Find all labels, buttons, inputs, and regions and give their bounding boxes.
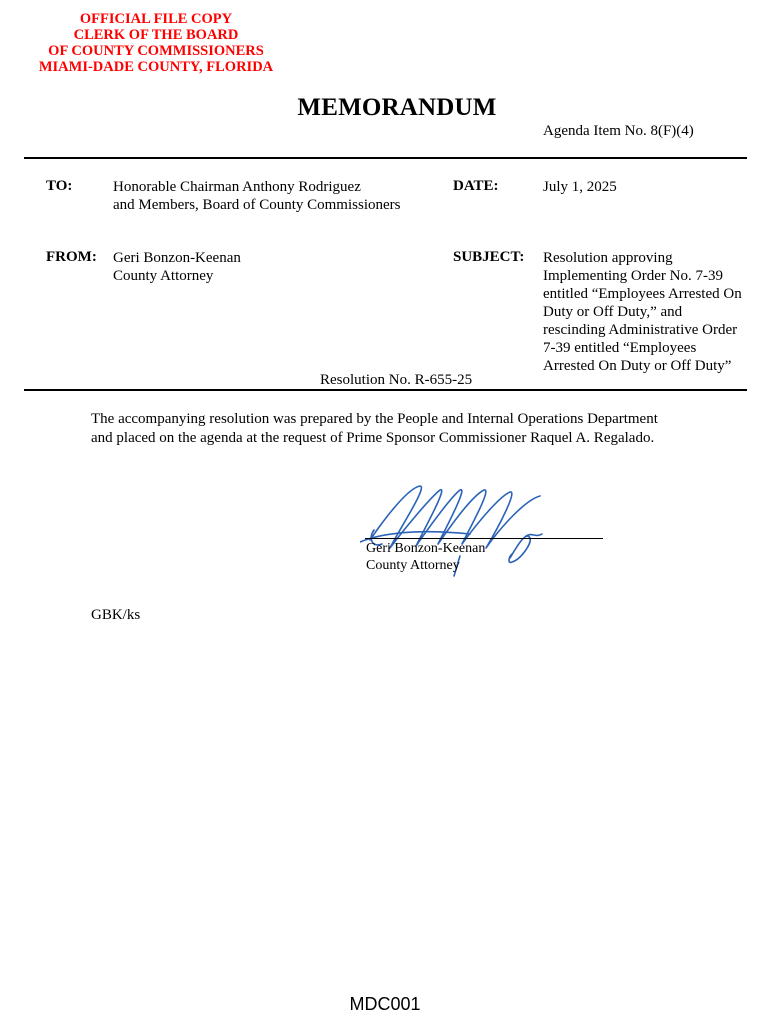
subject-line: rescinding Administrative Order [543, 322, 738, 338]
subject-line: Resolution approving [543, 250, 673, 266]
date-label: DATE: [453, 178, 499, 194]
from-sender [113, 249, 241, 285]
document-code: MDC001 [349, 994, 421, 1014]
from-line: Geri Bonzon-Keenan [113, 250, 241, 266]
stamp-line: CLERK OF THE BOARD [73, 27, 239, 43]
signatory-block [366, 540, 485, 574]
date-value: July 1, 2025 [543, 179, 617, 195]
to-label: TO: [46, 178, 73, 194]
to-line: Honorable Chairman Anthony Rodriguez [113, 179, 361, 195]
subject-line: 7-39 entitled “Employees [543, 340, 697, 356]
subject-label: SUBJECT: [453, 249, 525, 265]
from-line: County Attorney [113, 268, 214, 284]
stamp-line: OFFICIAL FILE COPY [79, 11, 233, 27]
signatory-title: County Attorney [366, 558, 460, 573]
header-bottom-divider [24, 389, 747, 391]
stamp-line: OF COUNTY COMMISSIONERS [48, 43, 264, 59]
signatory-name: Geri Bonzon-Keenan [366, 541, 486, 556]
subject-line: Implementing Order No. 7-39 [543, 268, 723, 284]
resolution-number: Resolution No. R-655-25 [320, 372, 473, 388]
signature-line [365, 538, 603, 539]
to-recipients [113, 178, 400, 214]
stamp-line: MIAMI-DADE COUNTY, FLORIDA [38, 59, 274, 75]
memo-body [91, 410, 711, 448]
official-file-stamp [0, 11, 312, 75]
from-label: FROM: [46, 249, 97, 265]
subject-line: Duty or Off Duty,” and [543, 304, 683, 320]
subject-line: Arrested On Duty or Off Duty” [543, 358, 732, 374]
body-line: and placed on the agenda at the request of Prime Sponsor Commissioner Raquel A. Regalado. [91, 430, 655, 446]
agenda-item-number: Agenda Item No. 8(F)(4) [543, 123, 694, 139]
body-line: The accompanying resolution was prepared by the People and Internal Operations Department [91, 411, 658, 427]
subject-text [543, 249, 742, 375]
header-divider [24, 157, 747, 159]
subject-line: entitled “Employees Arrested On [543, 286, 742, 302]
memo-title: MEMORANDUM [297, 94, 497, 121]
to-line: and Members, Board of County Commissioners [113, 197, 401, 213]
typist-initials: GBK/ks [91, 607, 141, 623]
